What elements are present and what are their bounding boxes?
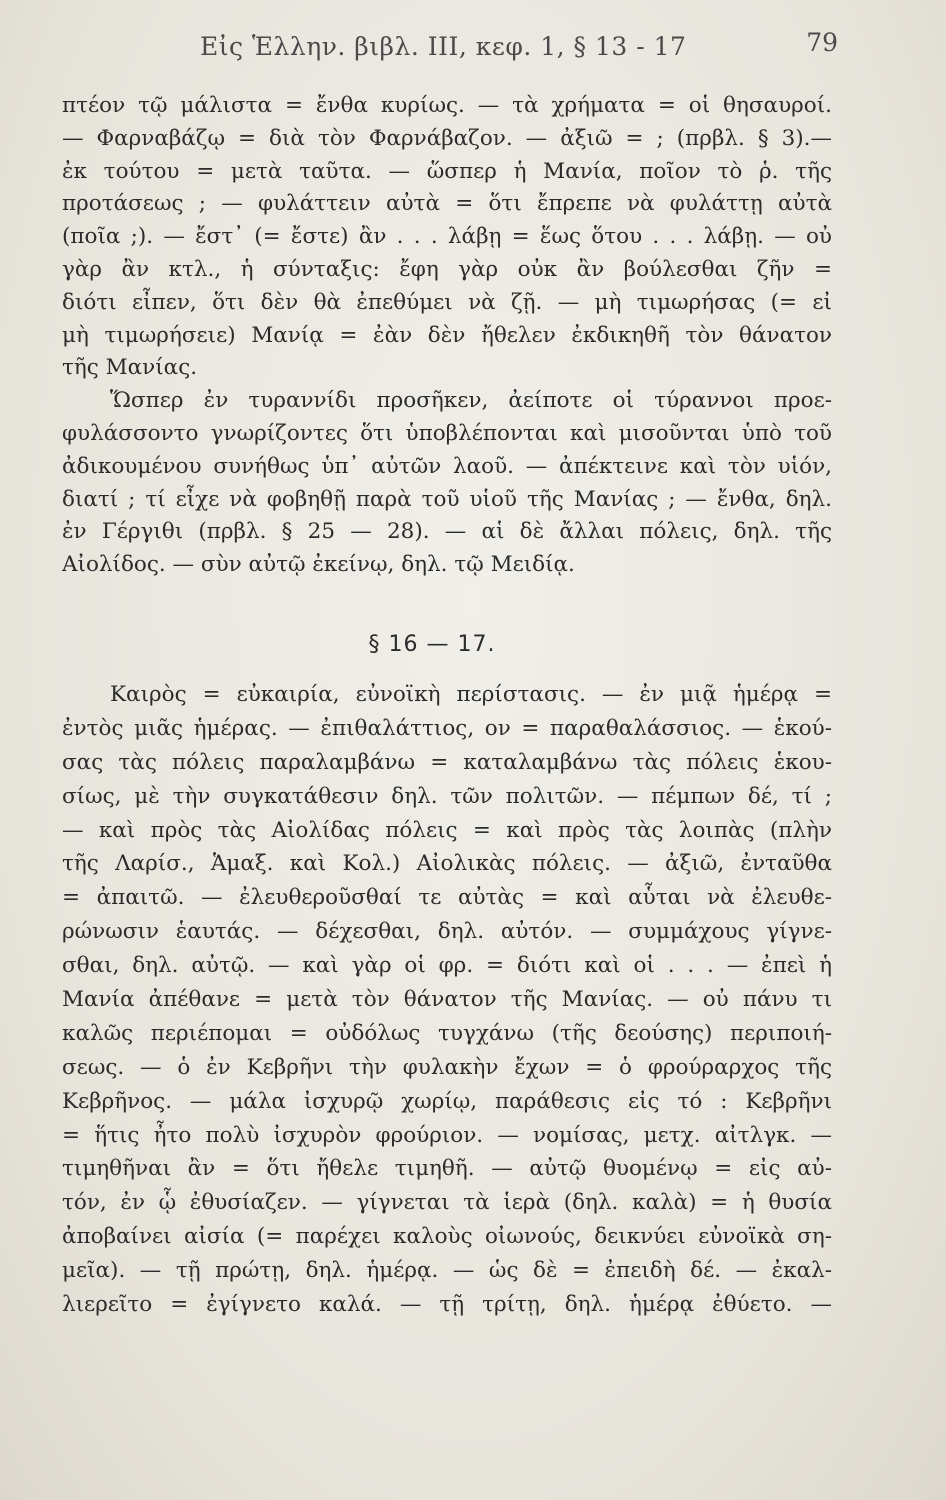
text-line: ἀδικουμένου συνήθως ὑπ᾽ αὐτῶν λαοῦ. — ἀπέκτεινε καὶ τὸν υἱόν, bbox=[62, 453, 832, 479]
page-number: 79 bbox=[806, 28, 838, 57]
section-heading: § 16 — 17. bbox=[368, 632, 496, 657]
text-line: ἐν Γέργιθι (πρβλ. § 25 — 28). — αἱ δὲ ἄλλαι πόλεις, δηλ. τῆς bbox=[62, 519, 832, 545]
commentary-section-b bbox=[62, 678, 832, 1322]
text-line: Καιρὸς = εὐκαιρία, εὐνοϊκὴ περίστασις. — ἐν μιᾷ ἡμέρᾳ = bbox=[110, 682, 832, 707]
text-line: ἐντὸς μιᾶς ἡμέρας. — ἐπιθαλάττιος, ον = παραθαλάσσιος. — ἑκού- bbox=[62, 715, 832, 741]
text-line: — Φαρναβάζῳ = διὰ τὸν Φαρνάβαζον. — ἀξιῶ = ; (πρβλ. § 3).— bbox=[62, 125, 832, 151]
text-line: σεως. — ὁ ἐν Κεβρῆνι τὴν φυλακὴν ἔχων = ὁ φρούραρχος τῆς bbox=[62, 1054, 832, 1080]
text-line: γὰρ ἂν κτλ., ἡ σύνταξις: ἔφη γὰρ οὐκ ἂν βούλεσθαι ζῆν = bbox=[62, 256, 832, 282]
text-line: (ποῖα ;). — ἔστ᾽ (= ἔστε) ἂν . . . λάβῃ = ἕως ὅτου . . . λάβῃ. — οὐ bbox=[62, 224, 832, 250]
running-head bbox=[0, 22, 946, 70]
text-line: μὴ τιμωρήσειε) Μανίᾳ = ἐὰν δὲν ἤθελεν ἐκδικηθῆ τὸν θάνατον bbox=[62, 322, 832, 348]
text-line: σας τὰς πόλεις παραλαμβάνω = καταλαμβάνω τὰς πόλεις ἑκου- bbox=[62, 749, 832, 775]
text-line: τόν, ἐν ᾧ ἐθυσίαζεν. — γίγνεται τὰ ἱερὰ (δηλ. καλὰ) = ἡ θυσία bbox=[62, 1190, 832, 1216]
text-line: προτάσεως ; — φυλάττειν αὐτὰ = ὅτι ἔπρεπε νὰ φυλάττῃ αὐτὰ bbox=[62, 191, 832, 217]
text-line: Μανία ἀπέθανε = μετὰ τὸν θάνατον τῆς Μανίας. — οὐ πάνυ τι bbox=[62, 987, 832, 1013]
text-line: ἀποβαίνει αἰσία (= παρέχει καλοὺς οἰωνούς, δεικνύει εὐνοϊκὰ ση- bbox=[62, 1224, 832, 1250]
text-line: ρώνωσιν ἑαυτάς. — δέχεσθαι, δηλ. αὐτόν. — συμμάχους γίγνε- bbox=[62, 919, 832, 945]
text-line: Ὥσπερ ἐν τυραννίδι προσῆκεν, ἀείποτε οἱ τύραννοι προε- bbox=[110, 388, 832, 414]
text-line: σίως, μὲ τὴν συγκατάθεσιν δηλ. τῶν πολιτῶν. — πέμπων δέ, τί ; bbox=[62, 783, 832, 809]
text-line: καλῶς περιέπομαι = οὐδόλως τυγχάνω (τῆς δεούσης) περιποιή- bbox=[62, 1020, 832, 1046]
text-line: σθαι, δηλ. αὐτῷ. — καὶ γὰρ οἱ φρ. = διότι καὶ οἱ . . . — ἐπεὶ ἡ bbox=[62, 953, 832, 979]
text-line: μεῖα). — τῇ πρώτῃ, δηλ. ἡμέρᾳ. — ὡς δὲ = ἐπειδὴ δέ. — ἐκαλ- bbox=[62, 1258, 832, 1284]
text-line: = ἀπαιτῶ. — ἐλευθεροῦσθαί τε αὐτὰς = καὶ αὗται νὰ ἐλευθε- bbox=[62, 885, 832, 911]
text-line: λιερεῖτο = ἐγίγνετο καλά. — τῇ τρίτῃ, δηλ. ἡμέρᾳ ἐθύετο. — bbox=[62, 1292, 832, 1318]
running-head-title: Εἰς Ἑλλην. βιβλ. ΙΙΙ, κεφ. 1, § 13 - 17 bbox=[200, 32, 687, 61]
text-line: Κεβρῆνος. — μάλα ἰσχυρῷ χωρίῳ, παράθεσις εἰς τό : Κεβρῆνι bbox=[62, 1088, 832, 1114]
text-line: τῆς Λαρίσ., Ἁμαξ. καὶ Κολ.) Αἰολικὰς πόλεις. — ἀξιῶ, ἐνταῦθα bbox=[62, 851, 832, 877]
text-line: τιμηθῆναι ἂν = ὅτι ἤθελε τιμηθῆ. — αὐτῷ θυομένῳ = εἰς αὐ- bbox=[62, 1156, 832, 1182]
text-line: Αἰολίδος. — σὺν αὐτῷ ἐκείνῳ, δηλ. τῷ Μειδίᾳ. bbox=[62, 552, 575, 578]
text-line: διότι εἶπεν, ὅτι δὲν θὰ ἐπεθύμει νὰ ζῇ. — μὴ τιμωρήσας (= εἰ bbox=[62, 289, 832, 315]
text-line: τῆς Μανίας. bbox=[62, 355, 198, 381]
text-line: ἐκ τούτου = μετὰ ταῦτα. — ὥσπερ ἡ Μανία, ποῖον τὸ ῥ. τῆς bbox=[62, 158, 832, 184]
commentary-section-a bbox=[62, 90, 832, 582]
text-line: φυλάσσοντο γνωρίζοντες ὅτι ὑποβλέπονται καὶ μισοῦνται ὑπὸ τοῦ bbox=[62, 420, 832, 446]
text-line: — καὶ πρὸς τὰς Αἰολίδας πόλεις = καὶ πρὸς τὰς λοιπὰς (πλὴν bbox=[62, 817, 832, 843]
text-line: πτέον τῷ μάλιστα = ἔνθα κυρίως. — τὰ χρήματα = οἱ θησαυροί. bbox=[62, 93, 832, 118]
text-line: διατί ; τί εἶχε νὰ φοβηθῇ παρὰ τοῦ υἱοῦ τῆς Μανίας ; — ἔνθα, δηλ. bbox=[62, 486, 832, 512]
text-line: = ἥτις ἦτο πολὺ ἰσχυρὸν φρούριον. — νομίσας, μετχ. αἰτλγκ. — bbox=[62, 1122, 832, 1148]
